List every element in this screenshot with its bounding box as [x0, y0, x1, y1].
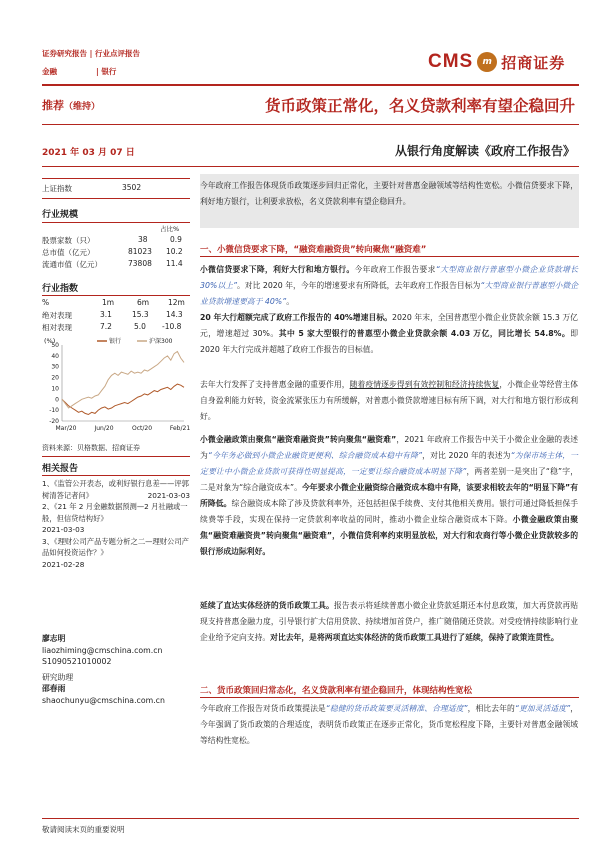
section1-para3: [200, 432, 578, 560]
related-item[interactable]: [42, 478, 190, 501]
perf-value: 15.3: [132, 310, 149, 319]
section1-para2: [200, 377, 578, 425]
scale-rule: [42, 222, 190, 223]
scale-value: 73808: [128, 259, 152, 268]
index-rule: [42, 198, 190, 199]
left-column-rule: [42, 178, 190, 179]
legend-label: 沪深300: [149, 338, 173, 345]
scale-label: 流通市值（亿元）: [42, 260, 102, 269]
perf-value: 7.2: [100, 322, 112, 331]
scale-heading: 行业规模: [42, 210, 79, 220]
related-item-date: 2021-03-03: [42, 525, 85, 534]
p3-bold: 今年要求小微企业融资综合融资成本稳中有降，该要求相较去年的“明显下降”有所降低。: [200, 483, 579, 508]
section2-rule: [200, 697, 579, 698]
s2-text: ，今年强调了货币政策的合理适度，表明货币政策正在逐步正常化，货币宽松程度下降，主要针对普惠金融领域等结构性宽松。: [200, 704, 579, 745]
footer-note: 敬请阅读末页的重要说明: [42, 825, 125, 834]
y-tick-label: 30: [51, 363, 59, 371]
related-item-text: 3、《理财公司产品专题分析之二—理财公司产品如何投资运作？》: [42, 536, 189, 557]
related-item-date: 2021-03-03: [147, 490, 190, 500]
index-label: 上证指数: [42, 184, 72, 193]
p3-bold: 小微金融政策由聚焦“融资难融资贵”转向聚焦“融资难”，小微信贷利率约束明显放松，对大行和农商行等小微企业贷款较多的银行形成边际利好。: [200, 515, 579, 556]
p4-bold: 对比去年，是将两项直达实体经济的货币政策工具进行了延续，保持了政策连贯性。: [270, 633, 559, 642]
scale-pct: 10.2: [166, 247, 183, 256]
analyst-email[interactable]: liaozhiming@cmschina.com.cn: [42, 645, 163, 655]
related-rule: [42, 475, 190, 476]
analyst-block: [42, 633, 190, 706]
perf-label: 相对表现: [42, 323, 72, 332]
assistant-role: 研究助理: [42, 672, 74, 682]
p4-bold: 延续了直达实体经济的货币政策工具。: [200, 601, 334, 610]
section1-rule: [200, 256, 579, 257]
rating-sub: （维持）: [64, 102, 101, 112]
x-tick-label: Jun/20: [94, 425, 114, 432]
chart-source: 资料来源：贝格数据、招商证券: [42, 444, 140, 452]
related-item-text: 1、《监管公开表态，或利好银行息差——评郭树清答记者问》: [42, 479, 189, 500]
perf-label: 绝对表现: [42, 311, 72, 320]
perf-header: 12m: [168, 298, 185, 307]
section2-title: 二、货币政策回归常态化，名义贷款利率有望企稳回升，体现结构性宽松: [200, 686, 473, 696]
section1-para1: [200, 262, 578, 358]
logo-cms-text: CMS: [428, 51, 474, 72]
p1-text: 。对比 2020 年，今年的增速要求有所降低，去年政府工作报告目标为: [236, 281, 481, 290]
y-tick-label: 40: [51, 352, 59, 360]
y-tick-label: 10: [51, 385, 59, 393]
analyst-name: 廖志明: [42, 634, 66, 643]
analyst-cert: S1090521010002: [42, 657, 112, 666]
subtitle-divider: [42, 166, 579, 167]
section1-title: 一、小微信贷要求下降，“融资难融资贵”转向聚焦“融资难”: [200, 245, 427, 255]
x-tick-label: Oct/20: [131, 425, 153, 432]
p3-text: ，两者差别一是突出了“稳”字，二是对象为“综合融资成本”。: [200, 467, 578, 492]
sector: 金融: [42, 67, 57, 76]
report-title: 货币政策正常化，名义贷款利率有望企稳回升: [264, 96, 575, 115]
y-tick-label: 50: [51, 342, 59, 349]
related-item[interactable]: [42, 501, 190, 536]
perf-header: %: [42, 298, 50, 307]
rating-label: 推荐: [42, 99, 64, 112]
s2-text: ，相比去年的: [467, 704, 515, 713]
p3-quote: “为保市场主体，一定要让中小微企业贷款可获得性明显提高，一定要让综合融资成本明显下降”: [200, 451, 578, 476]
perf-value: 5.0: [134, 322, 146, 331]
header-divider: [42, 84, 579, 86]
p1-bold: 其中 5 家大型银行的普惠型小微企业贷款余额 4.03 万亿，同比增长 54.8%。: [278, 329, 571, 338]
series-line-1: [62, 352, 184, 409]
p4-text: 报告表示将延续普惠小微企业贷款延期还本付息政策，加大再贷款再贴现支持普惠金融力度，引导银行扩大信用贷款、持续增加首贷户，推广随借随还贷款。对受疫情持续影响行业企业给予定向支持。: [200, 601, 578, 642]
p3-text: ，对比 2020 年的表述为: [422, 451, 511, 460]
p1-text: 。: [286, 297, 295, 306]
y-tick-label: -20: [49, 418, 59, 425]
report-subtitle: 从银行角度解读《政府工作报告》: [394, 144, 575, 158]
scale-value: 38: [138, 235, 148, 244]
perf-heading: 行业指数: [42, 284, 79, 294]
p1-quote: “大型商业银行普惠型小微企业贷款增速要高于 40%”: [200, 281, 578, 306]
p1-text: 2020 年末，全国普惠型小微企业贷款余额 15.3 万亿元，增速超过 30%。: [200, 313, 578, 338]
p3-bold: 小微金融政策由聚焦“融资难融资贵”转向聚焦“融资难”: [200, 435, 397, 444]
assistant-email[interactable]: shaochunyu@cmschina.com.cn: [42, 695, 165, 705]
perf-rule: [42, 295, 190, 296]
y-unit-label: (%): [44, 337, 56, 345]
perf-header: 1m: [102, 298, 115, 307]
p1-text: 即 2020 年大行完成并超越了政府工作报告的目标值。: [200, 329, 579, 354]
perf-value: 3.1: [100, 310, 112, 319]
p3-text: 综合融资成本除了涉及贷款利率外，还包括担保手续费、支付其他相关费用。银行可通过降低担保手续费等手段，实现在保持一定贷款利率收益的同时，推动小微企业综合融资成本下降。: [200, 499, 579, 524]
related-item-text: 2、《21 年 2 月金融数据预测—2 月社融或一般，但信贷结构好》: [42, 502, 188, 523]
related-item-date: 2021-02-28: [42, 559, 85, 569]
y-tick-label: 0: [55, 396, 59, 404]
p2-underline: 随着疫情逐步得到有效控制和经济持续恢复: [349, 380, 500, 389]
p1-text: 今年政府工作报告要求: [354, 265, 436, 274]
s2-text: 今年政府工作报告对货币政策提法是: [200, 704, 326, 713]
footer-rule: [42, 818, 579, 819]
logo-emblem-icon: m: [477, 52, 497, 72]
x-tick-label: Mar/20: [55, 425, 77, 432]
rating: [42, 97, 100, 113]
series-line-0: [62, 384, 184, 414]
scale-value: 81023: [128, 247, 152, 256]
index-value: 3502: [122, 183, 142, 192]
p2-text: 去年大行发挥了支持普惠金融的重要作用，: [200, 380, 350, 389]
related-list: [42, 478, 190, 570]
p1-bold: 小微信贷要求下降，利好大行和地方银行。: [200, 265, 355, 274]
logo-cn-text: 招商证券: [501, 53, 566, 72]
scale-label: 总市值（亿元）: [42, 248, 95, 257]
chart-rule: [42, 456, 190, 457]
brand-logo: [428, 50, 565, 74]
p1-quote: “大型商业银行普惠型小微企业贷款增长 30%以上”: [200, 265, 579, 290]
scale-pct: 11.4: [166, 259, 183, 268]
s2-quote: “更加灵活适度”: [514, 704, 571, 713]
perf-value: 14.3: [166, 310, 183, 319]
report-date: 2021 年 03 月 07 日: [42, 148, 135, 158]
y-tick-label: -10: [49, 407, 59, 415]
assistant-name: 邵春雨: [42, 684, 66, 693]
sub-sector: | 银行: [96, 67, 117, 76]
section2-para1: [200, 701, 578, 749]
y-tick-label: 20: [51, 374, 59, 382]
section1-para4: [200, 598, 578, 646]
p3-quote: “今年务必做到小微企业融资更便利、综合融资成本稳中有降”: [207, 451, 423, 460]
p2-text: ，小微企业等经营主体自身盈利能力好转，资金流紧张压力有所缓解，对普惠小微贷款增速目标有所下调，对大行和地方银行形成利好。: [200, 380, 578, 421]
p3-text: ，2021 年政府工作报告中关于小微企业金融的表述为: [200, 435, 578, 460]
p1-bold: 20 年大行超额完成了政府工作报告的 40%增速目标。: [200, 313, 393, 322]
x-tick-label: Feb/21: [169, 425, 191, 432]
perf-header: 6m: [137, 298, 150, 307]
related-heading: 相关报告: [42, 464, 79, 474]
related-item[interactable]: [42, 536, 190, 571]
scale-label: 股票家数（只）: [42, 236, 95, 245]
report-type: 证券研究报告 | 行业点评报告: [42, 49, 140, 58]
s2-quote: “稳健的货币政策要灵活精准、合理适度”: [325, 704, 468, 713]
legend-label: 银行: [109, 338, 122, 345]
ratio-header: 占比%: [160, 225, 180, 233]
index-performance-chart: [42, 335, 192, 440]
scale-pct: 0.9: [170, 235, 182, 244]
summary-text: 今年政府工作报告体现货币政策逐步回归正常化，主要针对普惠金融领域等结构性宽松。小微信贷要求下降，利好地方银行，让利要求放松，名义贷款利率有望企稳回升。: [200, 181, 578, 206]
title-divider: [42, 124, 579, 125]
perf-value: -10.8: [162, 322, 182, 331]
